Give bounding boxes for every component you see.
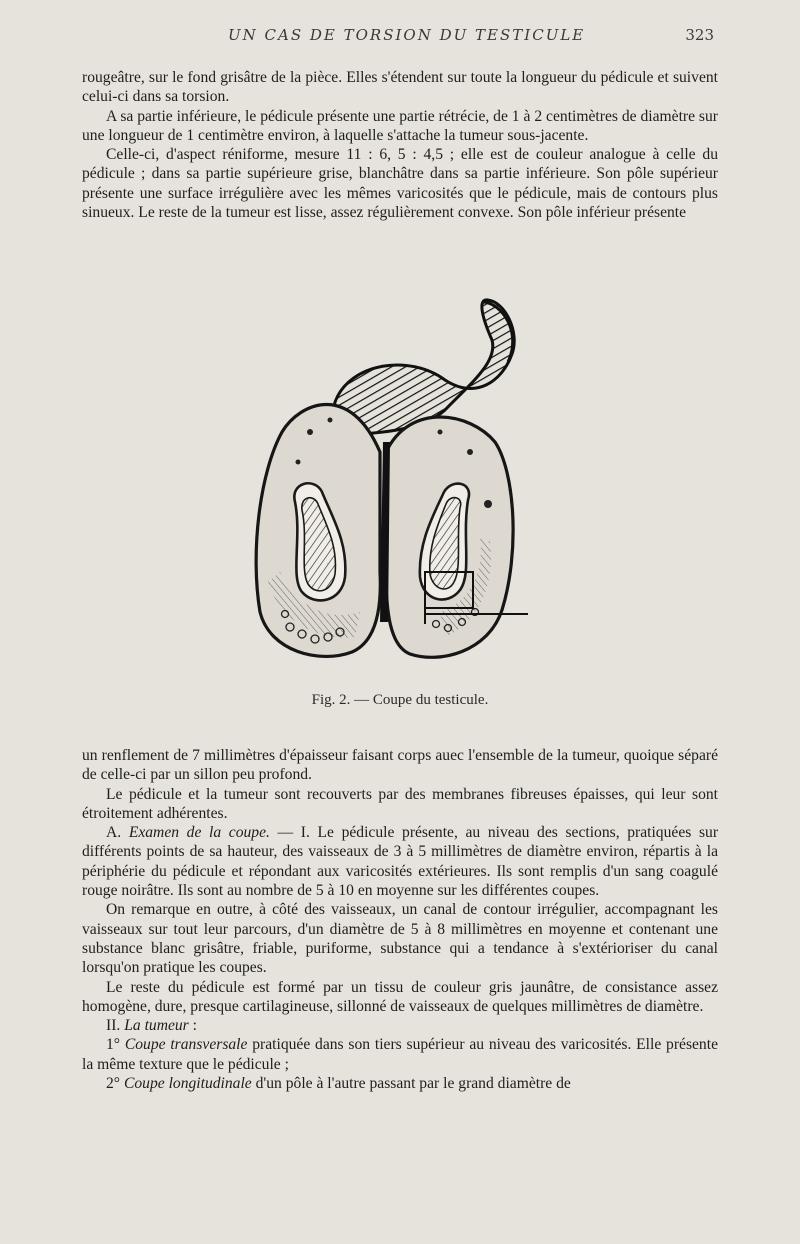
section-heading: Examen de la coupe. [128, 824, 270, 842]
paragraph: rougeâtre, sur le fond grisâtre de la pièce. Elles s'étendent sur toute la longueur du pédicule et suivent celui-ci dans sa torsion. [82, 69, 718, 106]
text-block-top [82, 68, 718, 222]
paragraph [82, 1035, 718, 1074]
paragraph: Le reste du pédicule est formé par un tissu de couleur gris jaunâtre, de consistance assez homogène, dure, presque cartilagineuse, sillonné de vaisseaux de quelques millimètres de diamètre. [82, 978, 718, 1015]
paragraph: On remarque en outre, à côté des vaisseaux, un canal de contour irrégulier, accompagnant les vaisseaux sur tout leur parcours, d'un diamètre de 5 à 8 millimètres en moyenne et contenant une substance blanc grisâtre, friable, puriforme, substance qui a tendance à s'extérioriser du canal lorsqu'on pratique les coupes. [82, 901, 718, 977]
item-label: 1° [106, 1036, 121, 1054]
figure-caption [0, 692, 800, 709]
paragraph [82, 1074, 718, 1093]
paragraph: Le pédicule et la tumeur sont recouverts par des membranes fibreuses épaisses, qui leur sont étroitement adhérentes. [82, 785, 718, 822]
page-number: 323 [685, 26, 714, 44]
paragraph: Celle-ci, d'aspect réniforme, mesure 11 : 6, 5 : 4,5 ; elle est de couleur analogue à celle du pédicule ; dans sa partie supérieure grise, blanchâtre dans sa partie inférieure. Son pôle supérieur présente une surface irrégulière avec les mêmes varicosités que le pédicule, mais de contours plus sinueux. Le reste de la tumeur est lisse, assez régulièrement convexe. Son pôle inférieur présente [82, 146, 718, 222]
paragraph: A sa partie inférieure, le pédicule présente une partie rétrécie, de 1 à 2 centimètres de diamètre sur une longueur de 1 centimètre environ, à laquelle s'attache la tumeur sous-jacente. [82, 107, 718, 144]
paragraph-text: d'un pôle à l'autre passant par le grand diamètre de [251, 1075, 571, 1093]
paragraph: un renflement de 7 millimètres d'épaisseur faisant corps auec l'ensemble de la tumeur, quoique séparé de celle-ci par un sillon peu profond. [82, 747, 718, 784]
paragraph-text: : [188, 1017, 197, 1035]
running-head [0, 26, 800, 52]
paragraph [82, 1016, 718, 1035]
text-block-bottom [82, 746, 718, 1093]
section-heading: La tumeur [124, 1017, 189, 1035]
testicle-section-illustration [240, 292, 560, 672]
figure-testicle-section [240, 292, 560, 672]
caption-label: Fig. 2. [311, 692, 351, 708]
item-label: 2° [106, 1075, 121, 1093]
running-title: UN CAS DE TORSION DU TESTICULE [228, 26, 586, 44]
caption-text: — Coupe du testicule. [350, 692, 489, 708]
item-heading: Coupe transversale [124, 1036, 248, 1054]
paragraph-text: — I. Le pédicule présente, au niveau des sections, pratiquées sur différents points de sa hauteur, des vaisseaux de 3 à 5 millimètres de diamètre environ, répartis à la périphérie du pédicule et répondant aux varicosités extérieures. Ils sont remplis d'un sang coagulé rouge noirâtre. Ils sont au nombre de 5 à 10 en moyenne sur les différentes coupes. [82, 824, 719, 900]
paragraph [82, 823, 718, 900]
section-label: II. [106, 1017, 121, 1035]
section-label: A. [106, 824, 122, 842]
item-heading: Coupe longitudinale [123, 1075, 252, 1093]
twisted-pedicle [335, 300, 515, 434]
paragraph-text: pratiquée dans son tiers supérieur au niveau des varicosités. Elle présente la même texture que le pédicule ; [82, 1036, 718, 1073]
